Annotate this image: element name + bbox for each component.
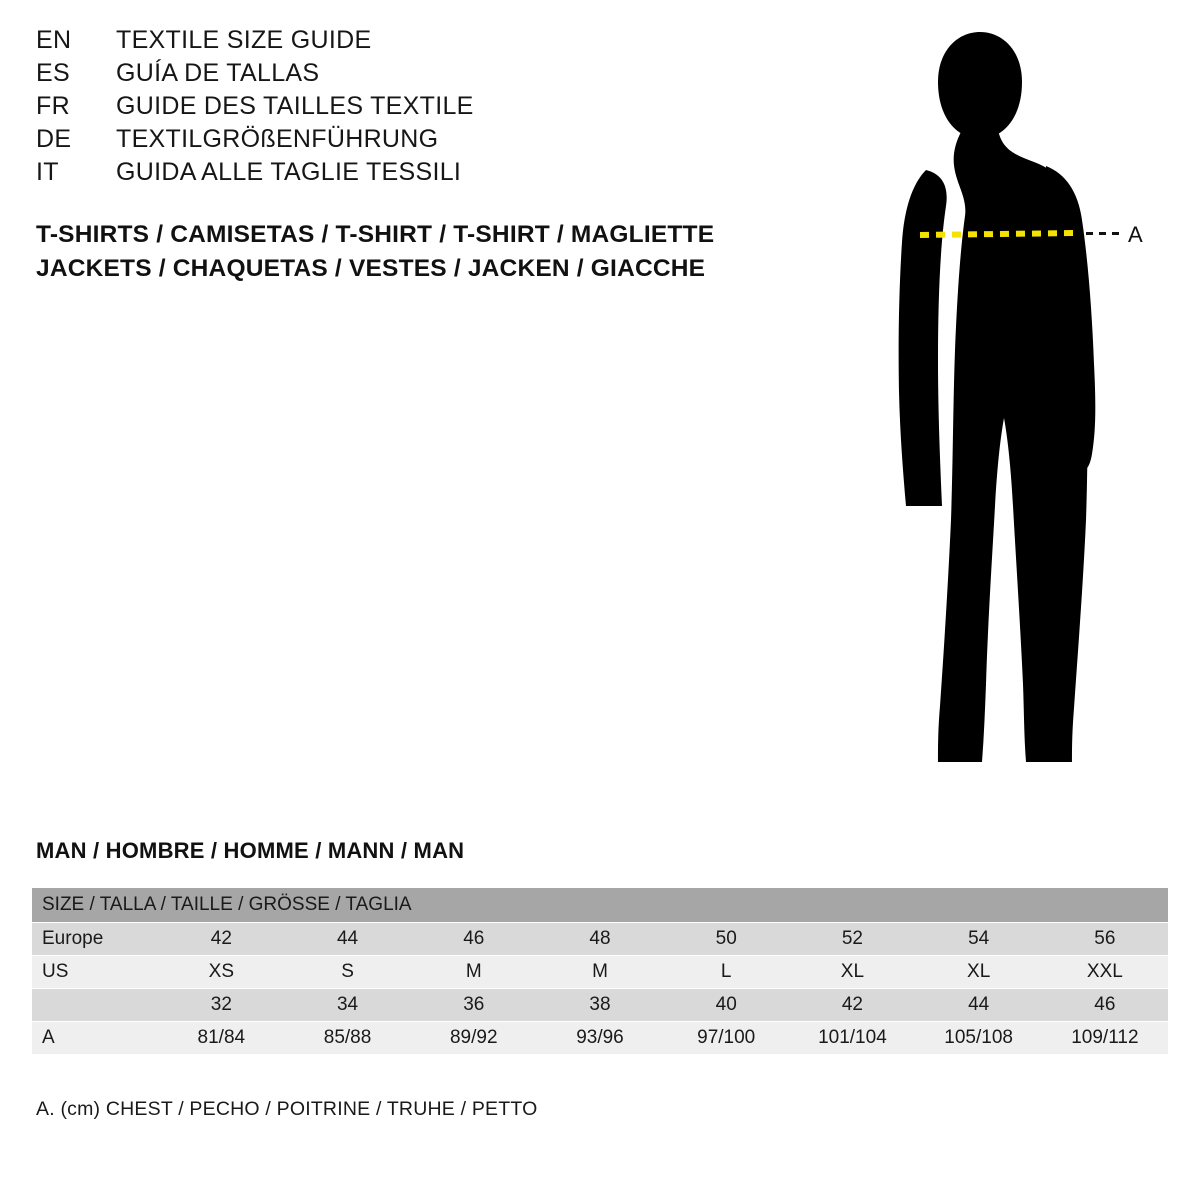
language-text: GUIDE DES TAILLES TEXTILE [116, 92, 474, 120]
language-code: ES [36, 59, 70, 87]
cell: 101/104 [789, 1022, 915, 1055]
language-code: FR [36, 92, 70, 120]
row-label-us: US [32, 956, 158, 989]
cell: 97/100 [663, 1022, 789, 1055]
cell: XXL [1042, 956, 1168, 989]
cell: 109/112 [1042, 1022, 1168, 1055]
cell: M [411, 956, 537, 989]
table-row [32, 989, 1168, 1022]
garment-category-list [36, 218, 796, 286]
cell: M [537, 956, 663, 989]
table-row [32, 1022, 1168, 1055]
table-header-label: SIZE / TALLA / TAILLE / GRÖSSE / TAGLIA [32, 888, 1168, 923]
language-row [36, 94, 736, 119]
language-list [36, 28, 736, 193]
row-label-a: A [32, 1022, 158, 1055]
category-jackets: JACKETS / CHAQUETAS / VESTES / JACKEN / GIACCHE [36, 254, 706, 282]
row-label-numeric [32, 989, 158, 1022]
cell: 42 [789, 989, 915, 1022]
cell: 46 [1042, 989, 1168, 1022]
language-row [36, 61, 736, 86]
chest-marker-label: A [1128, 222, 1143, 247]
chest-marker-leader-line [1086, 232, 1122, 235]
table-header-row [32, 888, 1168, 923]
cell: 42 [158, 923, 284, 956]
language-row [36, 160, 736, 185]
language-code: IT [36, 158, 59, 186]
language-row [36, 127, 736, 152]
cell: 36 [411, 989, 537, 1022]
cell: 81/84 [158, 1022, 284, 1055]
cell: 32 [158, 989, 284, 1022]
cell: 52 [789, 923, 915, 956]
table-footnote: A. (cm) CHEST / PECHO / POITRINE / TRUHE / PETTO [36, 1098, 538, 1120]
cell: XL [789, 956, 915, 989]
cell: XL [916, 956, 1042, 989]
cell: S [284, 956, 410, 989]
cell: 56 [1042, 923, 1168, 956]
table-section-title: MAN / HOMBRE / HOMME / MANN / MAN [36, 838, 465, 863]
size-table [32, 888, 1168, 1055]
category-tshirts: T-SHIRTS / CAMISETAS / T-SHIRT / T-SHIRT / MAGLIETTE [36, 221, 715, 248]
table-row [32, 923, 1168, 956]
cell: L [663, 956, 789, 989]
body-silhouette-figure [820, 20, 1180, 780]
cell: 105/108 [916, 1022, 1042, 1055]
cell: 50 [663, 923, 789, 956]
cell: XS [158, 956, 284, 989]
language-text: GUIDA ALLE TAGLIE TESSILI [116, 158, 462, 186]
cell: 34 [284, 989, 410, 1022]
language-code: DE [36, 125, 72, 153]
table-row [32, 956, 1168, 989]
cell: 48 [537, 923, 663, 956]
cell: 38 [537, 989, 663, 1022]
chest-measure-line [820, 20, 1180, 780]
language-text: GUÍA DE TALLAS [116, 59, 320, 87]
cell: 89/92 [411, 1022, 537, 1055]
row-label-europe: Europe [32, 923, 158, 956]
cell: 93/96 [537, 1022, 663, 1055]
cell: 44 [916, 989, 1042, 1022]
language-row [36, 28, 736, 53]
cell: 46 [411, 923, 537, 956]
cell: 85/88 [284, 1022, 410, 1055]
cell: 44 [284, 923, 410, 956]
language-text: TEXTILGRÖßENFÜHRUNG [116, 125, 439, 153]
language-code: EN [36, 26, 72, 54]
language-text: TEXTILE SIZE GUIDE [116, 26, 372, 54]
cell: 54 [916, 923, 1042, 956]
cell: 40 [663, 989, 789, 1022]
